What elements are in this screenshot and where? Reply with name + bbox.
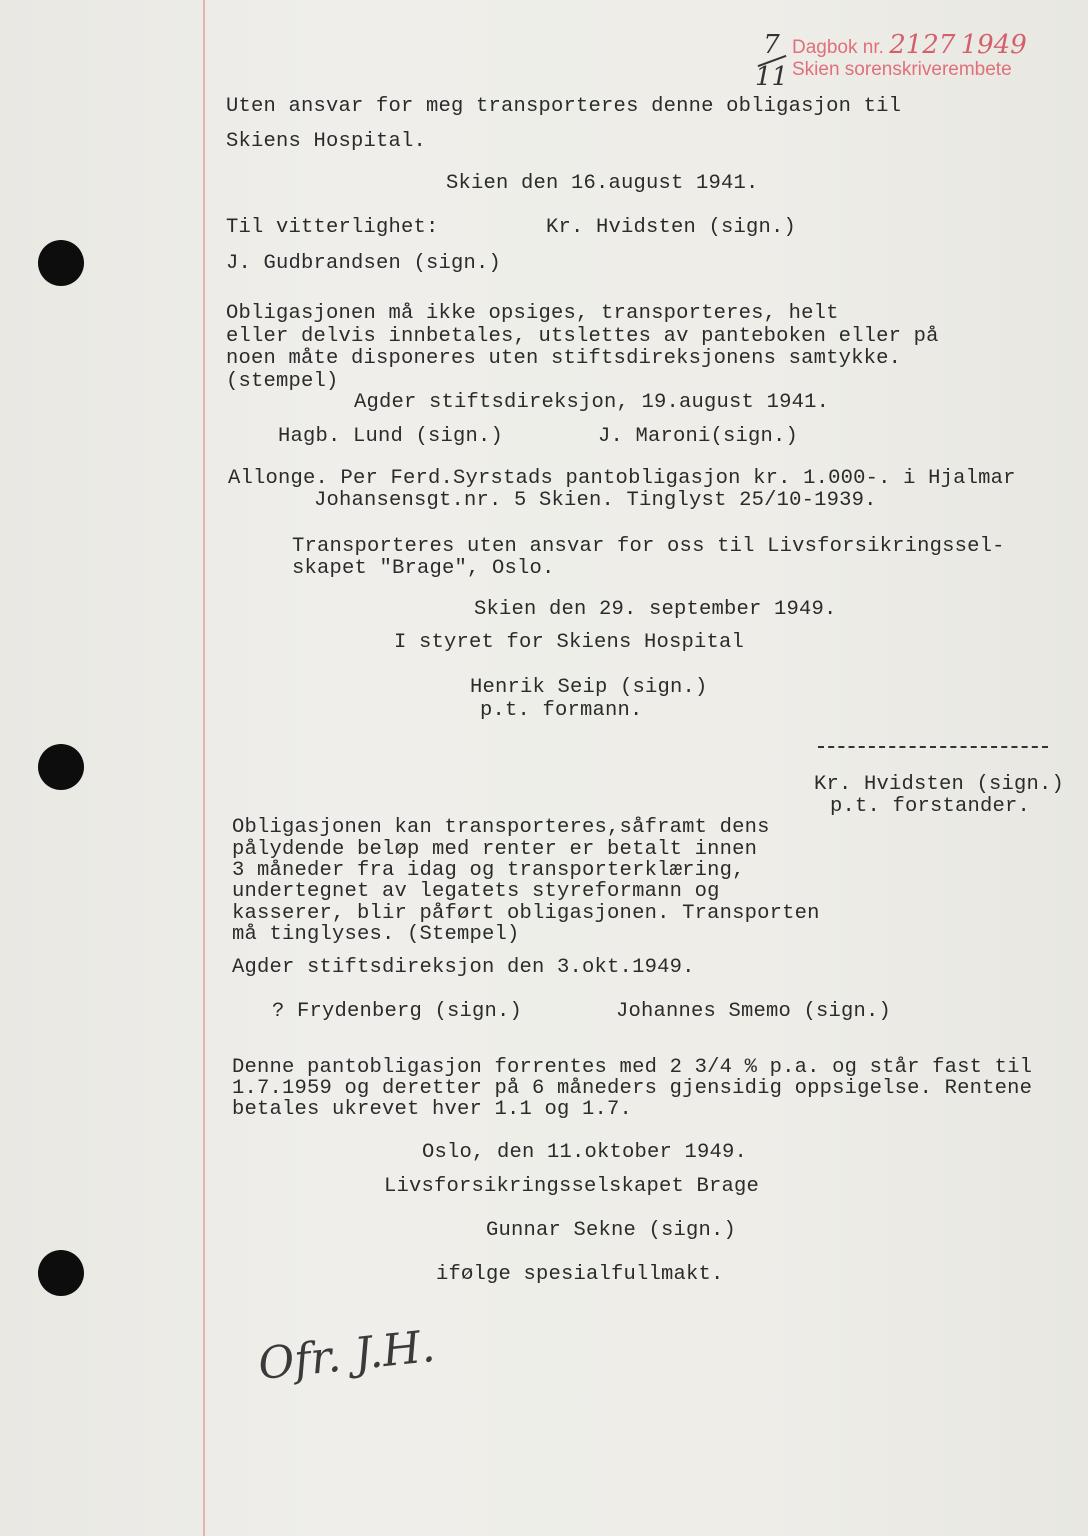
text-line: betales ukrevet hver 1.1 og 1.7. bbox=[232, 1098, 633, 1121]
stamp-year: 1949 bbox=[960, 30, 1027, 60]
text-line: Til vitterlighet: bbox=[226, 216, 439, 239]
text-line: Allonge. Per Ferd.Syrstads pantobligasjon kr. 1.000-. i Hjalmar bbox=[228, 467, 1016, 490]
text-line: Henrik Seip (sign.) bbox=[470, 676, 708, 699]
text-line: Uten ansvar for meg transporteres denne obligasjon til bbox=[226, 95, 902, 118]
stamp-office: Skien sorenskriverembete bbox=[792, 59, 1012, 80]
text-line: ifølge spesialfullmakt. bbox=[436, 1263, 724, 1286]
punch-hole bbox=[38, 744, 84, 790]
text-line: 1.7.1959 og deretter på 6 måneders gjensidig oppsigelse. Rentene bbox=[232, 1077, 1033, 1100]
punch-hole bbox=[38, 240, 84, 286]
text-line: Transporteres uten ansvar for oss til Livsforsikringssel- bbox=[292, 535, 1005, 558]
text-line: J. Gudbrandsen (sign.) bbox=[226, 252, 502, 275]
registry-stamp bbox=[792, 30, 1027, 81]
handwritten-date bbox=[755, 30, 788, 92]
text-line: (stempel) bbox=[226, 370, 339, 393]
text-line: noen måte disponeres uten stiftsdireksjonens samtykke. bbox=[226, 347, 902, 370]
text-line: kasserer, blir påført obligasjonen. Transporten bbox=[232, 902, 820, 925]
text-line: må tinglyses. (Stempel) bbox=[232, 923, 520, 946]
text-line: Hagb. Lund (sign.) bbox=[278, 425, 504, 448]
text-line: eller delvis innbetales, utslettes av panteboken eller på bbox=[226, 325, 939, 348]
text-line: Agder stiftsdireksjon, 19.august 1941. bbox=[354, 391, 830, 414]
text-line: Denne pantobligasjon forrentes med 2 3/4 % p.a. og står fast til bbox=[232, 1056, 1033, 1079]
text-line: skapet "Brage", Oslo. bbox=[292, 557, 555, 580]
text-line: Gunnar Sekne (sign.) bbox=[486, 1219, 737, 1242]
dagbok-label: Dagbok nr. bbox=[792, 37, 884, 58]
text-line: Livsforsikringsselskapet Brage bbox=[384, 1175, 760, 1198]
text-line: Skiens Hospital. bbox=[226, 130, 427, 153]
dagbok-number: 2127 bbox=[889, 30, 956, 60]
text-line: 3 måneder fra idag og transporterklæring, bbox=[232, 859, 745, 882]
text-line: Johannes Smemo (sign.) bbox=[616, 1000, 892, 1023]
text-line: Kr. Hvidsten (sign.) bbox=[546, 216, 797, 239]
text-line: p.t. forstander. bbox=[830, 795, 1031, 818]
punch-hole bbox=[38, 1250, 84, 1296]
date-denominator: 11 bbox=[755, 62, 789, 92]
text-line: Skien den 16.august 1941. bbox=[446, 172, 759, 195]
text-line: Johansensgt.nr. 5 Skien. Tinglyst 25/10-1939. bbox=[314, 489, 877, 512]
text-line: pålydende beløp med renter er betalt innen bbox=[232, 838, 758, 861]
text-line: Obligasjonen må ikke opsiges, transporteres, helt bbox=[226, 302, 839, 325]
stamp-line-1 bbox=[792, 30, 1027, 60]
text-line: Kr. Hvidsten (sign.) bbox=[814, 773, 1065, 796]
text-line: I styret for Skiens Hospital bbox=[394, 631, 745, 654]
text-line: Obligasjonen kan transporteres,såframt dens bbox=[232, 816, 770, 839]
text-line: Oslo, den 11.oktober 1949. bbox=[422, 1141, 748, 1164]
text-line: ? Frydenberg (sign.) bbox=[272, 1000, 523, 1023]
handwritten-initials: Ofr. J.H. bbox=[255, 1320, 438, 1391]
text-line: Agder stiftsdireksjon den 3.okt.1949. bbox=[232, 956, 695, 979]
text-line: undertegnet av legatets styreformann og bbox=[232, 880, 720, 903]
margin-line bbox=[203, 0, 205, 1536]
date-numerator: 7 bbox=[763, 30, 780, 60]
signature-rule bbox=[818, 746, 1048, 748]
text-line: Skien den 29. september 1949. bbox=[474, 598, 837, 621]
text-line: J. Maroni(sign.) bbox=[598, 425, 799, 448]
text-line: p.t. formann. bbox=[480, 699, 643, 722]
